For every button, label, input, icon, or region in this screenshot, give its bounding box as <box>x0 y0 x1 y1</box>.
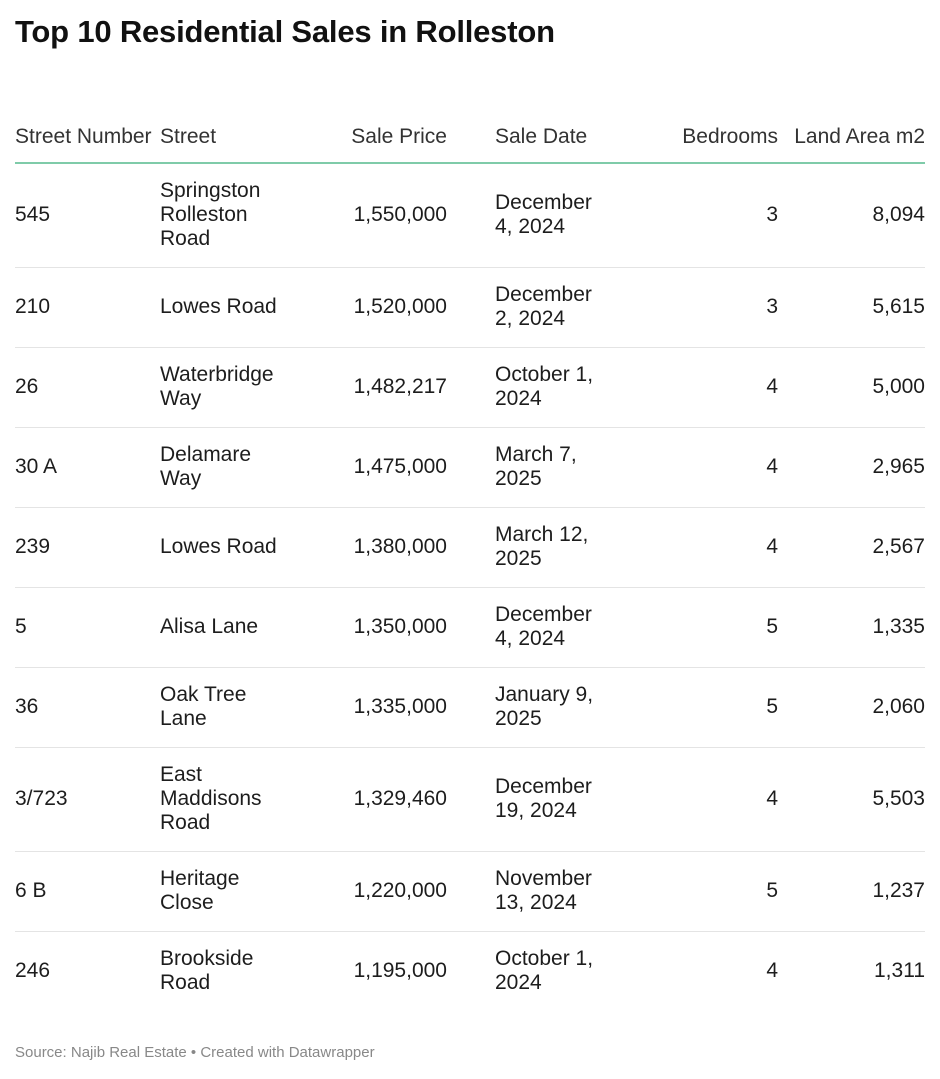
cell-sale-price: 1,482,217 <box>353 375 447 398</box>
cell-street-number: 30 A <box>15 455 58 478</box>
table-row <box>15 931 925 1011</box>
cell-sale-date: January 9, 2025 <box>495 683 594 730</box>
cell-street: Delamare Way <box>160 443 252 490</box>
cell-street: Heritage Close <box>160 867 240 914</box>
table-row <box>15 267 925 347</box>
cell-street-number: 26 <box>15 375 39 398</box>
cell-sale-date: October 1, 2024 <box>495 947 594 995</box>
cell-bedrooms: 3 <box>766 295 778 318</box>
cell-land-area: 2,060 <box>872 695 925 718</box>
chart-title: Top 10 Residential Sales in Rolleston <box>15 14 555 49</box>
header-land-area[interactable]: Land Area m2 <box>778 94 925 163</box>
cell-bedrooms: 4 <box>766 787 778 810</box>
cell-street: Oak Tree Lane <box>160 683 247 730</box>
table-row <box>15 667 925 747</box>
cell-street-number: 3/723 <box>15 787 68 810</box>
cell-street: Brookside Road <box>160 947 254 995</box>
cell-sale-price: 1,350,000 <box>353 615 447 638</box>
cell-sale-price: 1,329,460 <box>353 787 447 810</box>
cell-street-number: 239 <box>15 535 51 558</box>
cell-bedrooms: 5 <box>766 695 778 718</box>
cell-land-area: 2,567 <box>872 535 925 558</box>
cell-street-number: 36 <box>15 695 39 718</box>
cell-street: Alisa Lane <box>160 615 259 638</box>
cell-land-area: 1,311 <box>874 959 925 983</box>
header-row <box>15 94 925 163</box>
table-row <box>15 427 925 507</box>
cell-sale-price: 1,195,000 <box>353 959 447 983</box>
cell-street: Springston Rolleston Road <box>160 179 261 251</box>
cell-street-number: 5 <box>15 615 27 638</box>
cell-sale-date: March 12, 2025 <box>495 523 589 570</box>
table-row <box>15 851 925 931</box>
header-street[interactable]: Street <box>160 94 306 163</box>
cell-sale-date: October 1, 2024 <box>495 363 594 410</box>
header-bedrooms[interactable]: Bedrooms <box>609 94 778 163</box>
table-row <box>15 347 925 427</box>
cell-bedrooms: 5 <box>766 879 778 902</box>
cell-sale-price: 1,335,000 <box>353 695 447 718</box>
header-sale-price[interactable]: Sale Price <box>306 94 447 163</box>
table-body <box>15 163 925 1011</box>
table-row <box>15 163 925 267</box>
cell-sale-price: 1,550,000 <box>353 203 447 227</box>
cell-sale-date: December 19, 2024 <box>495 775 592 822</box>
cell-sale-date: December 4, 2024 <box>495 603 592 650</box>
table-row <box>15 507 925 587</box>
sales-table <box>15 94 925 1011</box>
cell-street-number: 210 <box>15 295 51 318</box>
table-row <box>15 747 925 851</box>
cell-sale-date: December 4, 2024 <box>495 191 592 239</box>
cell-land-area: 1,237 <box>872 879 925 902</box>
cell-street: East Maddisons Road <box>160 763 262 834</box>
cell-sale-price: 1,380,000 <box>353 535 447 558</box>
cell-land-area: 2,965 <box>872 455 925 478</box>
source-footer: Source: Najib Real Estate • Created with Datawrapper <box>15 1044 375 1061</box>
table-row <box>15 587 925 667</box>
cell-bedrooms: 3 <box>766 203 778 227</box>
cell-sale-price: 1,220,000 <box>353 879 447 902</box>
cell-street-number: 545 <box>15 203 51 227</box>
cell-bedrooms: 4 <box>766 375 778 398</box>
cell-bedrooms: 4 <box>766 959 778 983</box>
cell-bedrooms: 5 <box>766 615 778 638</box>
cell-street: Lowes Road <box>160 295 277 318</box>
cell-land-area: 5,000 <box>872 375 925 398</box>
cell-sale-price: 1,475,000 <box>353 455 447 478</box>
cell-sale-price: 1,520,000 <box>353 295 447 318</box>
cell-land-area: 5,503 <box>872 787 925 810</box>
header-street-number[interactable]: Street Number <box>15 94 160 163</box>
header-sale-date[interactable]: Sale Date <box>447 94 609 163</box>
cell-sale-date: November 13, 2024 <box>495 867 592 914</box>
cell-street: Lowes Road <box>160 535 277 558</box>
cell-bedrooms: 4 <box>766 455 778 478</box>
cell-street-number: 246 <box>15 959 51 983</box>
cell-street: Waterbridge Way <box>160 363 274 410</box>
cell-land-area: 5,615 <box>872 295 925 318</box>
cell-street-number: 6 B <box>15 879 47 902</box>
cell-sale-date: March 7, 2025 <box>495 443 577 490</box>
cell-bedrooms: 4 <box>766 535 778 558</box>
cell-sale-date: December 2, 2024 <box>495 283 592 330</box>
cell-land-area: 1,335 <box>872 615 925 638</box>
cell-land-area: 8,094 <box>872 203 925 227</box>
